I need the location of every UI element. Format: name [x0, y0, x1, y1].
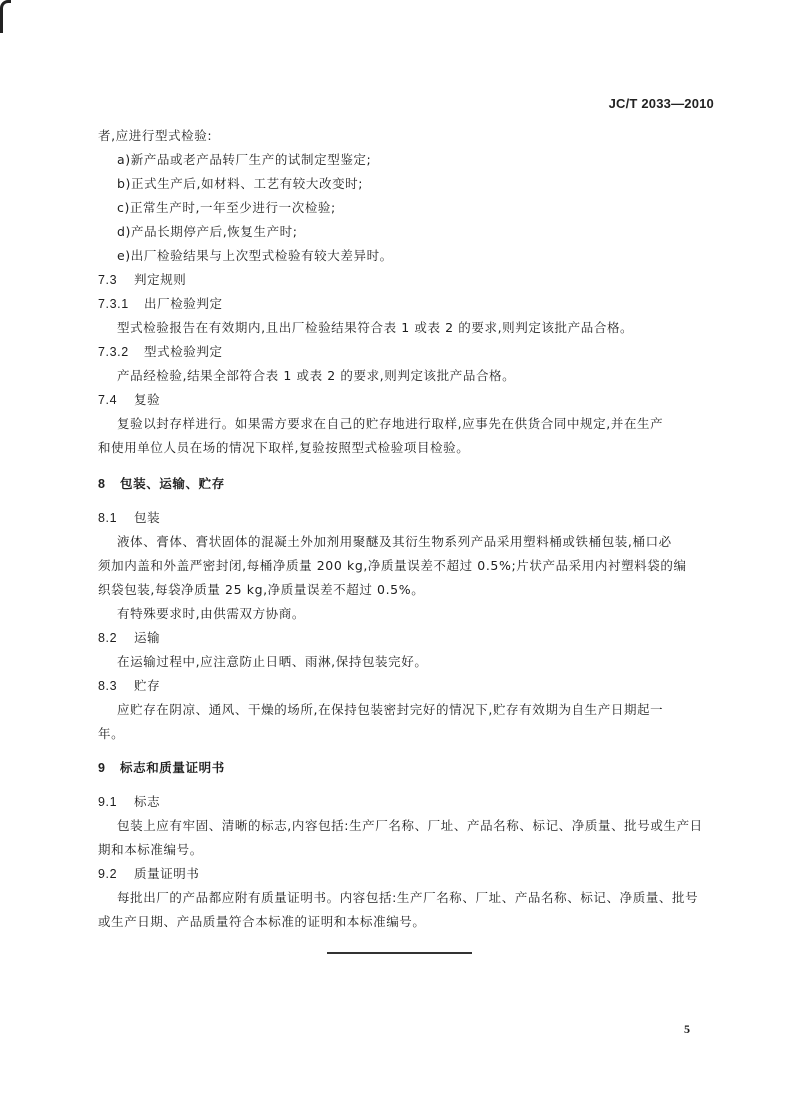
- section-body-9-2-line1: 每批出厂的产品都应附有质量证明书。内容包括:生产厂名称、厂址、产品名称、标记、净质量、批号: [117, 890, 699, 905]
- section-heading-7-4: 7.4 复验: [98, 392, 161, 407]
- list-item-a: a)新产品或老产品转厂生产的试制定型鉴定;: [117, 152, 372, 167]
- paragraph-line: 者,应进行型式检验:: [98, 128, 213, 143]
- section-body-7-4-line2: 和使用单位人员在场的情况下取样,复验按照型式检验项目检验。: [98, 440, 470, 455]
- page-number: 5: [684, 1022, 690, 1036]
- section-body-8-1-line4: 有特殊要求时,由供需双方协商。: [117, 606, 305, 621]
- section-heading-9: 9 标志和质量证明书: [98, 760, 225, 775]
- section-heading-7-3: 7.3 判定规则: [98, 272, 187, 287]
- end-rule: [327, 952, 472, 954]
- section-heading-7-3-1: 7.3.1 出厂检验判定: [98, 296, 223, 311]
- section-heading-8-1: 8.1 包装: [98, 510, 161, 525]
- section-body-7-3-1: 型式检验报告在有效期内,且出厂检验结果符合表 1 或表 2 的要求,则判定该批产品合格。: [117, 320, 634, 335]
- section-body-8-3-line2: 年。: [98, 726, 125, 741]
- section-body-8-3-line1: 应贮存在阴凉、通风、干燥的场所,在保持包装密封完好的情况下,贮存有效期为自生产日期起一: [117, 702, 664, 717]
- section-heading-8-2: 8.2 运输: [98, 630, 161, 645]
- section-heading-7-3-2: 7.3.2 型式检验判定: [98, 344, 223, 359]
- section-body-8-1-line3: 织袋包装,每袋净质量 25 kg,净质量误差不超过 0.5%。: [98, 582, 425, 597]
- section-body-8-1-line1: 液体、膏体、膏状固体的混凝土外加剂用聚醚及其衍生物系列产品采用塑料桶或铁桶包装,桶口必: [117, 534, 672, 549]
- list-item-b: b)正式生产后,如材料、工艺有较大改变时;: [117, 176, 364, 191]
- section-body-9-1-line1: 包装上应有牢固、清晰的标志,内容包括:生产厂名称、厂址、产品名称、标记、净质量、批号或生产日: [117, 818, 703, 833]
- scan-corner-artifact: [0, 0, 11, 33]
- section-heading-9-2: 9.2 质量证明书: [98, 866, 200, 881]
- section-heading-9-1: 9.1 标志: [98, 794, 161, 809]
- list-item-e: e)出厂检验结果与上次型式检验有较大差异时。: [117, 248, 393, 263]
- section-body-8-1-line2: 须加内盖和外盖严密封闭,每桶净质量 200 kg,净质量误差不超过 0.5%;片状产品采用内衬塑料袋的编: [98, 558, 687, 573]
- section-body-8-2: 在运输过程中,应注意防止日晒、雨淋,保持包装完好。: [117, 654, 428, 669]
- section-body-9-1-line2: 期和本标准编号。: [98, 842, 203, 857]
- list-item-c: c)正常生产时,一年至少进行一次检验;: [117, 200, 336, 215]
- list-item-d: d)产品长期停产后,恢复生产时;: [117, 224, 298, 239]
- standard-code: JC/T 2033—2010: [608, 96, 714, 111]
- section-body-7-4-line1: 复验以封存样进行。如果需方要求在自己的贮存地进行取样,应事先在供货合同中规定,并在生产: [117, 416, 664, 431]
- section-heading-8: 8 包装、运输、贮存: [98, 476, 225, 491]
- section-heading-8-3: 8.3 贮存: [98, 678, 161, 693]
- section-body-9-2-line2: 或生产日期、产品质量符合本标准的证明和本标准编号。: [98, 914, 426, 929]
- section-body-7-3-2: 产品经检验,结果全部符合表 1 或表 2 的要求,则判定该批产品合格。: [117, 368, 516, 383]
